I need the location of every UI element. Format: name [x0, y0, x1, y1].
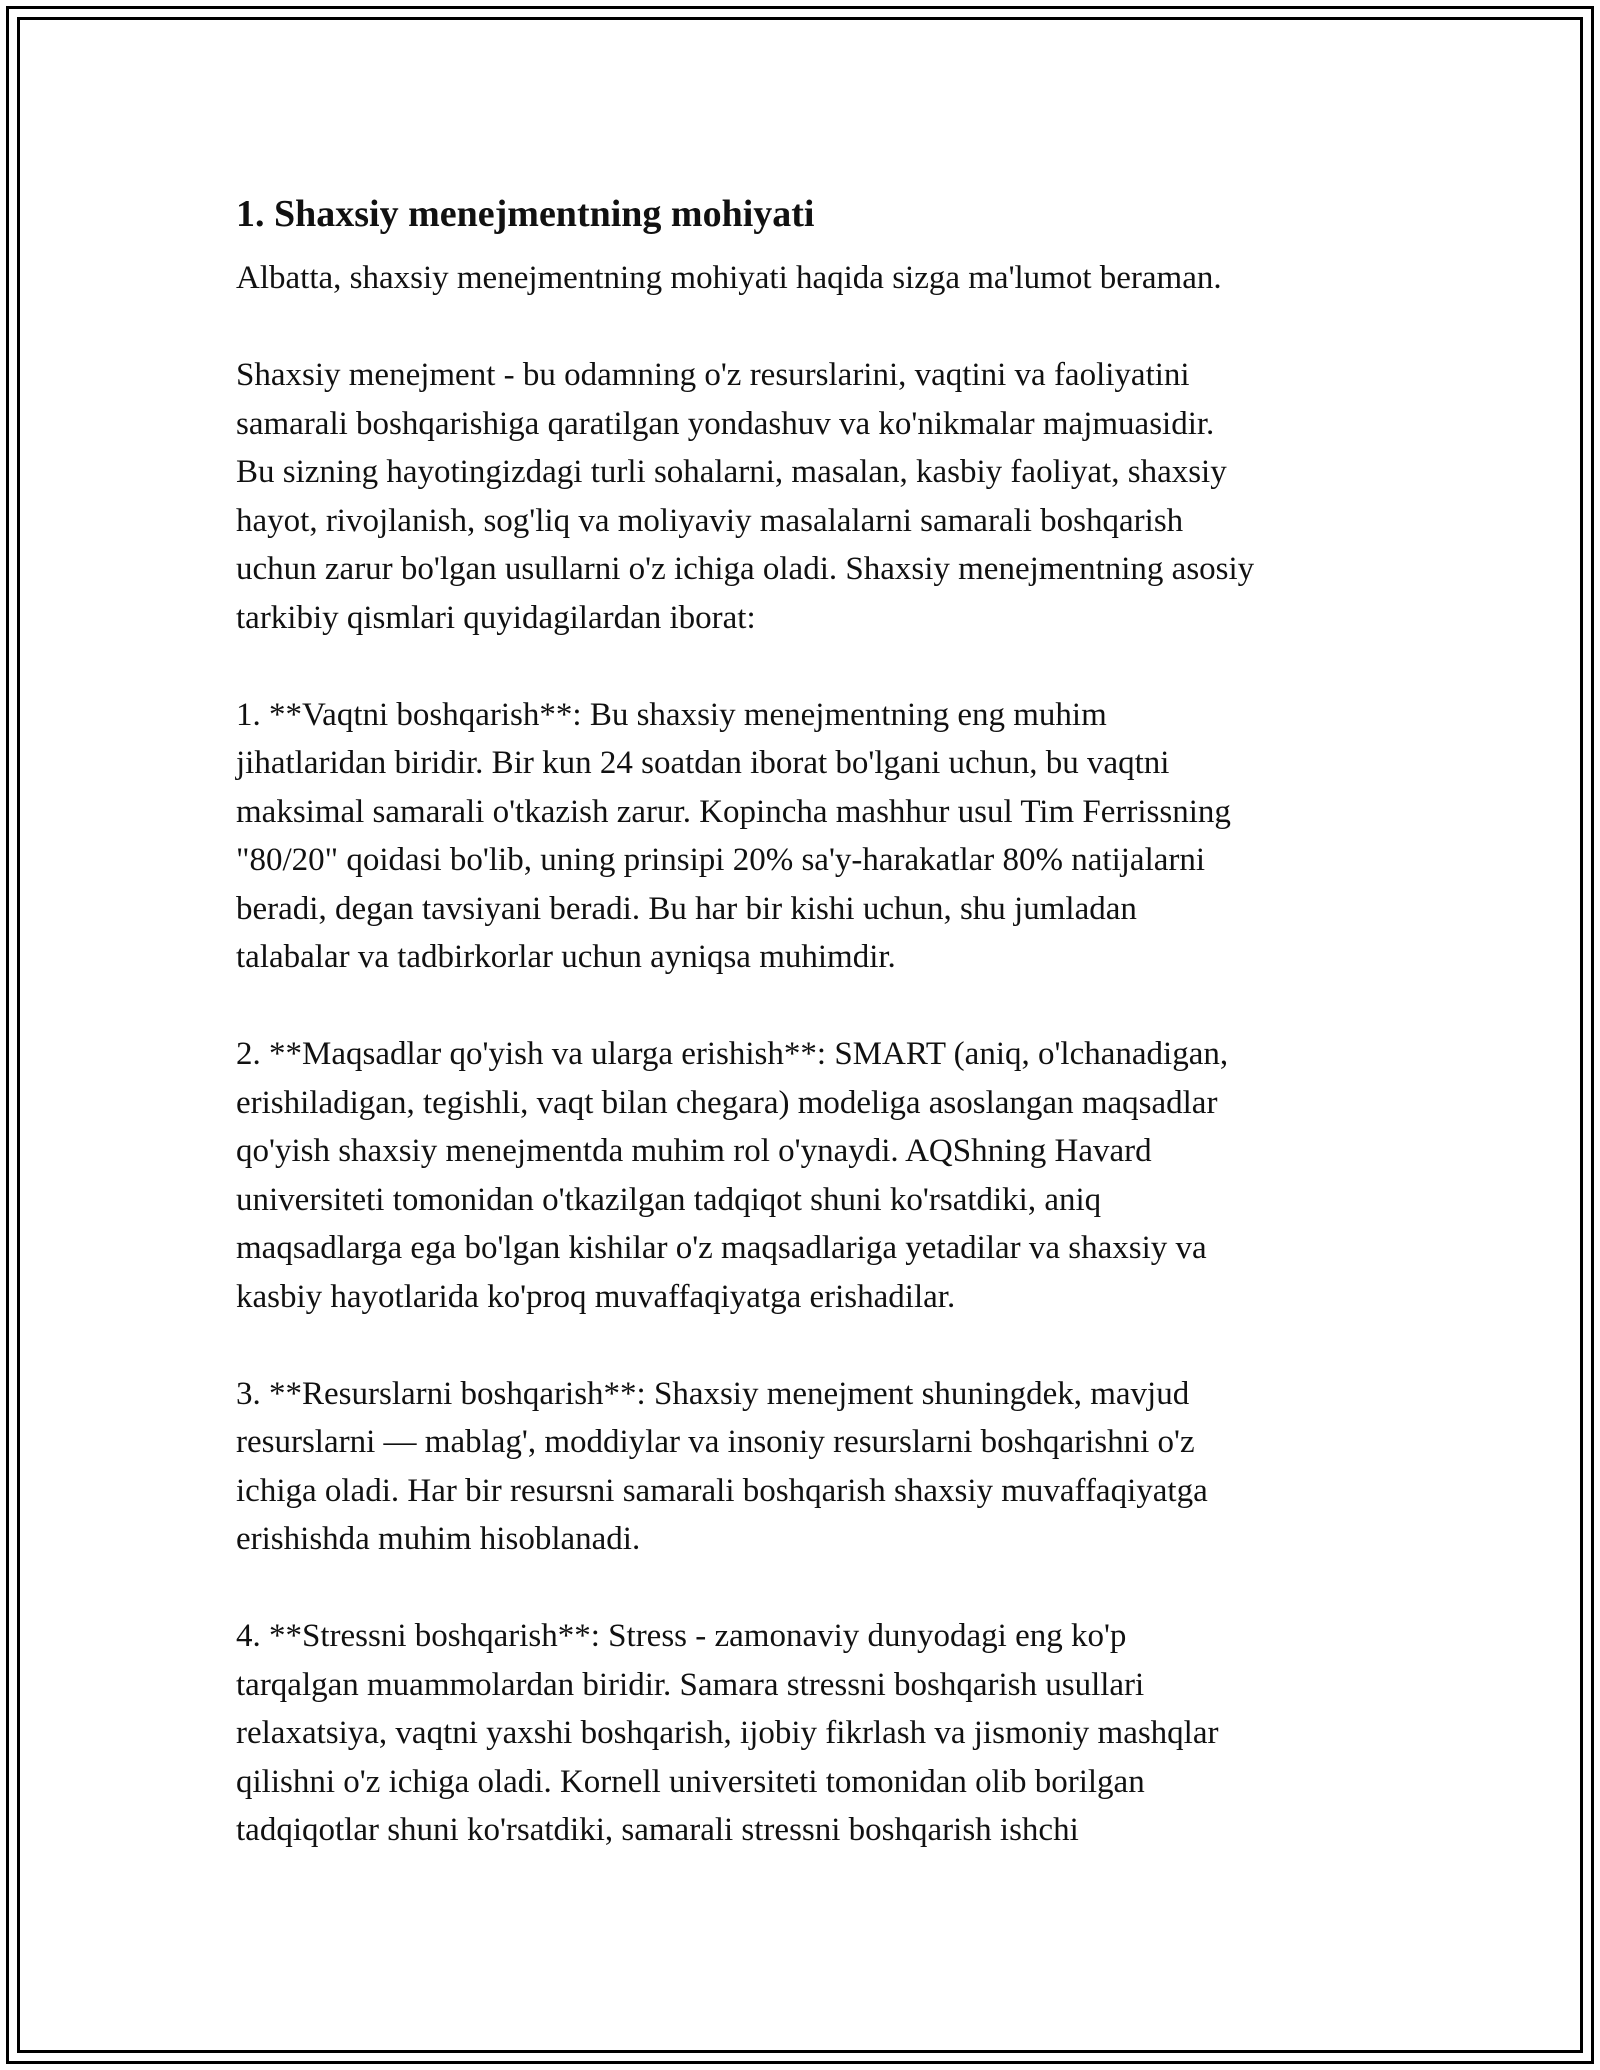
paragraph-line: relaxatsiya, vaqtni yaxshi boshqarish, ijobiy fikrlash va jismoniy mashqlar [236, 1715, 1219, 1751]
paragraph [236, 254, 1386, 303]
paragraph [236, 1370, 1386, 1564]
paragraph-line: hayot, rivojlanish, sog'liq va moliyaviy masalalarni samarali boshqarish [236, 502, 1184, 539]
paragraph-line: 1. **Vaqtni boshqarish**: Bu shaxsiy menejmentning eng muhim [236, 696, 1107, 733]
paragraph-line: Albatta, shaxsiy menejmentning mohiyati haqida sizga ma'lumot beraman. [236, 260, 1222, 296]
paragraph-line: tadqiqotlar shuni ko'rsatdiki, samarali stressni boshqarish ishchi [236, 1812, 1079, 1848]
paragraph-line: "80/20" qoidasi bo'lib, uning prinsipi 20% sa'y-harakatlar 80% natijalarni [236, 842, 1206, 878]
paragraph [236, 1030, 1386, 1321]
paragraph [236, 351, 1386, 642]
paragraph-line: tarkibiy qismlari quyidagilardan iborat: [236, 599, 756, 636]
paragraph-line: uchun zarur bo'lgan usullarni o'z ichiga oladi. Shaxsiy menejmentning asosiy [236, 551, 1255, 587]
paragraph-line: erishishda muhim hisoblanadi. [236, 1521, 641, 1557]
paragraph-line: 3. **Resurslarni boshqarish**: Shaxsiy menejment shuningdek, mavjud [236, 1375, 1190, 1412]
paragraph-line: 2. **Maqsadlar qo'yish va ularga erishish**: SMART (aniq, o'lchanadigan, [236, 1036, 1229, 1072]
paragraph-line: maqsadlarga ega bo'lgan kishilar o'z maqsadlariga yetadilar va shaxsiy va [236, 1230, 1207, 1266]
paragraph-line: ichiga oladi. Har bir resursni samarali boshqarish shaxsiy muvaffaqiyatga [236, 1472, 1208, 1509]
paragraph-list [236, 254, 1386, 1855]
page-title: 1. Shaxsiy menejmentning mohiyati [236, 193, 815, 235]
paragraph-line: jihatlaridan biridir. Bir kun 24 soatdan iborat bo'lgani uchun, bu vaqtni [236, 745, 1170, 781]
paragraph-line: Bu sizning hayotingizdagi turli sohalarni, masalan, kasbiy faoliyat, shaxsiy [236, 454, 1227, 490]
paragraph [236, 1612, 1386, 1855]
paragraph-line: tarqalgan muammolardan biridir. Samara stressni boshqarish usullari [236, 1666, 1145, 1703]
paragraph-line: resurslarni — mablag', moddiylar va insoniy resurslarni boshqarishni o'z [236, 1424, 1195, 1460]
paragraph-line: qilishni o'z ichiga oladi. Kornell universiteti tomonidan olib borilgan [236, 1763, 1145, 1800]
paragraph-line: qo'yish shaxsiy menejmentda muhim rol o'ynaydi. AQShning Havard [236, 1133, 1152, 1169]
paragraph-line: beradi, degan tavsiyani beradi. Bu har bir kishi uchun, shu jumladan [236, 890, 1137, 927]
paragraph-line: 4. **Stressni boshqarish**: Stress - zamonaviy dunyodagi eng ko'p [236, 1618, 1127, 1654]
paragraph-line: maksimal samarali o'tkazish zarur. Kopincha mashhur usul Tim Ferrissning [236, 793, 1231, 830]
paragraph-line: erishiladigan, tegishli, vaqt bilan chegara) modeliga asoslangan maqsadlar [236, 1084, 1218, 1121]
paragraph-line: universiteti tomonidan o'tkazilgan tadqiqot shuni ko'rsatdiki, aniq [236, 1181, 1102, 1218]
document-body [236, 186, 1386, 1903]
paragraph [236, 691, 1386, 982]
paragraph-line: kasbiy hayotlarida ko'proq muvaffaqiyatga erishadilar. [236, 1278, 956, 1315]
paragraph-line: samarali boshqarishiga qaratilgan yondashuv va ko'nikmalar majmuasidir. [236, 405, 1215, 442]
paragraph-line: Shaxsiy menejment - bu odamning o'z resurslarini, vaqtini va faoliyatini [236, 357, 1190, 393]
paragraph-line: talabalar va tadbirkorlar uchun ayniqsa muhimdir. [236, 939, 896, 975]
